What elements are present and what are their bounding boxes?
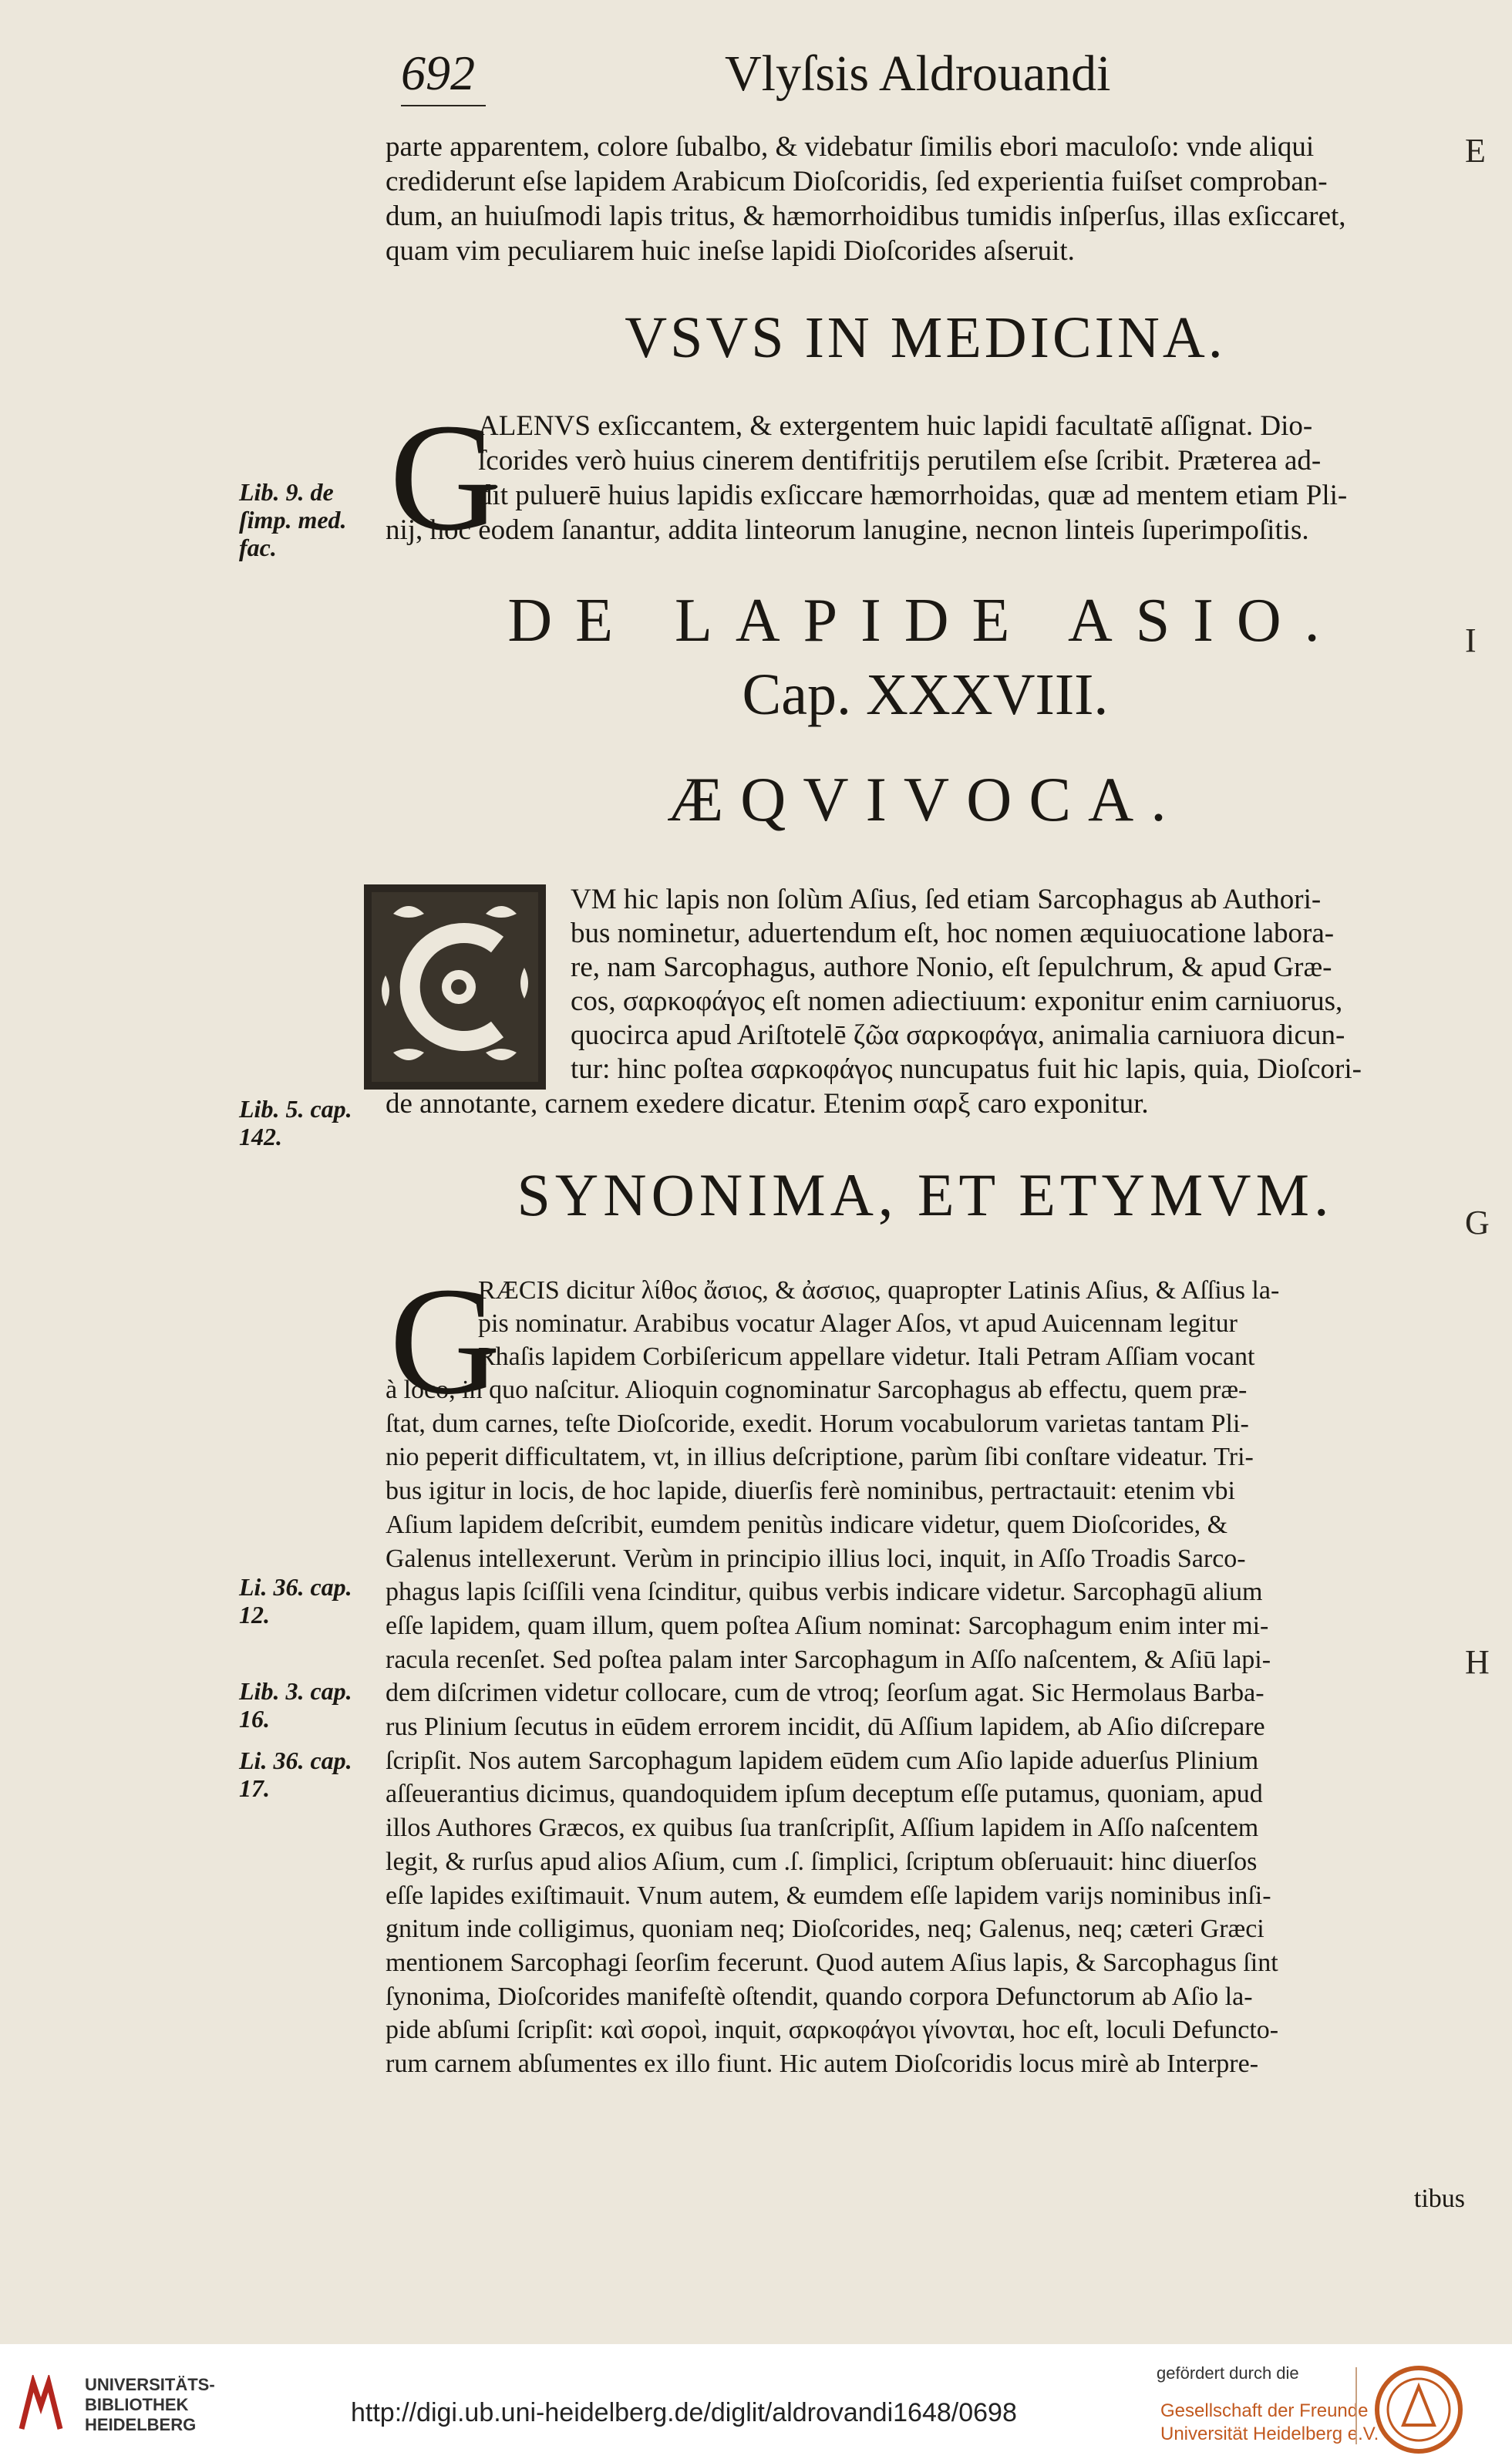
text-line: eſſe lapidem, quam illum, quem poſtea Aſium nominat: Sarcophagum enim inter mi- [386, 1611, 1269, 1640]
section-heading-aequivoca: ÆQVIVOCA. [667, 764, 1184, 834]
footer-banner [0, 2344, 1512, 2459]
aequivoca-paragraph-last [386, 1087, 1465, 1121]
margin-note-line: fac. [239, 534, 277, 561]
text-line: ſtat, dum carnes, teſte Dioſcoride, exedit. Horum vocabulorum varietas tantam Pli- [386, 1409, 1249, 1438]
drop-cap-g: G [389, 392, 501, 563]
bleed-letter: H [1465, 1643, 1490, 1681]
usus-paragraph [478, 409, 1465, 513]
margin-note-line: 16. [239, 1705, 270, 1733]
margin-note-line: 12. [239, 1601, 270, 1629]
text-line: gnitum inde colligimus, quoniam neq; Dioſcorides, neq; Galenus, neq; cæteri Græci [386, 1915, 1264, 1944]
decorated-initial-c-icon [362, 883, 547, 1091]
text-line: ſynonima, Dioſcorides manifeſtè oſtendit, quando corpora Defunctorum ab Aſio la- [386, 1982, 1253, 2011]
drop-cap-g: G [389, 1256, 501, 1427]
running-title: Vlyſsis Aldrouandi [725, 45, 1111, 102]
text-line: nio peperit difficultatem, vt, in illius deſcriptione, parùm ſibi conſtare videatur. Tri- [386, 1443, 1254, 1472]
text-line: phagus lapis ſciſſili vena ſcinditur, quibus verbis indicare videtur. Sarcophagū alium [386, 1578, 1263, 1607]
text-line: de annotante, carnem exedere dicatur. Etenim σαρξ caro exponitur. [386, 1088, 1149, 1120]
margin-note [239, 1747, 378, 1802]
text-line: bus nominetur, aduertendum eſt, hoc nomen æquiuocatione labora- [571, 918, 1335, 949]
margin-note-line: Lib. 3. cap. [239, 1677, 352, 1705]
text-line: RÆCIS dicitur λίθος ἄσιος, & ἀσσιος, quapropter Latinis Aſius, & Aſſius la- [478, 1276, 1280, 1305]
margin-note-line: Lib. 5. cap. [239, 1095, 352, 1123]
section-heading-synonima: SYNONIMA, ET ETYMVM. [517, 1161, 1334, 1228]
society-name-line: Gesellschaft der Freunde [1160, 2400, 1369, 2421]
library-name-line: BIBLIOTHEK [85, 2395, 189, 2414]
text-line: re, nam Sarcophagus, authore Nonio, eſt ſepulchrum, & apud Græ- [571, 952, 1332, 983]
text-line: eſſe lapides exiſtimauit. Vnum autem, & eumdem eſſe lapidem varijs nominibus inſi- [386, 1881, 1271, 1910]
aequivoca-paragraph [571, 883, 1465, 1086]
bleed-letter: I [1465, 621, 1477, 659]
intro-paragraph [386, 130, 1465, 268]
text-line: mentionem Sarcophagi ſeorſim fecerunt. Quod autem Aſius lapis, & Sarcophagus ſint [386, 1948, 1278, 1977]
margin-note-line: Lib. 9. de [239, 478, 334, 506]
page-number: 692 [401, 45, 475, 100]
margin-note [239, 1095, 378, 1150]
text-line: parte apparentem, colore ſubalbo, & videbatur ſimilis ebori maculoſo: vnde aliqui [386, 131, 1315, 163]
text-line: dem diſcrimen videtur collocare, cum de vtroq; ſeorſum agat. Sic Hermolaus Barba- [386, 1679, 1264, 1708]
synonima-paragraph [386, 1373, 1465, 2081]
text-line: tur: hinc poſtea σαρκοφάγος nuncupatus fuit hic lapis, quia, Dioſcori- [571, 1053, 1362, 1085]
footer-divider [1355, 2367, 1357, 2444]
text-line: ſcripſit. Nos autem Sarcophagum lapidem eūdem cum Aſio lapide aduerſus Plinium [386, 1746, 1259, 1775]
text-line: illos Authores Græcos, ex quibus ſua tranſcripſit, Aſſium lapidem in Aſſo naſcentem [386, 1814, 1259, 1843]
permalink-url[interactable]: http://digi.ub.uni-heidelberg.de/diglit/aldrovandi1648/0698 [351, 2398, 1017, 2427]
text-line: racula recenſet. Sed poſtea palam inter Sarcophagum in Aſſo naſcentem, & Aſiū lapi- [386, 1645, 1271, 1674]
margin-note-line: 17. [239, 1774, 270, 1802]
chapter-title: DE LAPIDE ASIO. [507, 587, 1343, 655]
text-line: legit, & rurſus apud alios Aſium, cum .ſ. ſimplici, ſcriptum obſeruauit: hinc diuerſos [386, 1847, 1258, 1876]
chapter-number: Cap. XXXVIII. [742, 662, 1109, 727]
text-line: pis nominatur. Arabibus vocatur Alager Aſos, vt apud Auicennam legitur [478, 1309, 1238, 1338]
text-line: cos, σαρκοφάγος eſt nomen adiectiuum: exponitur enim carniuorus, [571, 985, 1343, 1017]
bleed-letter: E [1465, 132, 1486, 170]
library-name-line: HEIDELBERG [85, 2415, 197, 2434]
text-line: aſſeuerantius dicimus, quandoquidem ipſum deceptum eſſe putamus, quoniam, apud [386, 1780, 1263, 1809]
society-name-line: Universität Heidelberg e.V. [1160, 2424, 1379, 2444]
society-name [1160, 2400, 1379, 2446]
margin-note-line: Li. 36. cap. [239, 1573, 352, 1601]
synonima-paragraph-indented [478, 1274, 1465, 1373]
text-line: dit puluerē huius lapidis exſiccare hæmorrhoidas, quæ ad mentem etiam Pli- [478, 480, 1348, 511]
text-line: VM hic lapis non ſolùm Aſius, ſed etiam Sarcophagus ab Authori- [571, 884, 1322, 915]
library-name-line: UNIVERSITÄTS- [85, 2375, 215, 2394]
text-line: nij, hoc eodem ſanantur, addita linteorum lanugine, necnon linteis ſuperimpoſitis. [386, 514, 1309, 546]
text-line: Galenus intellexerunt. Verùm in principio illius loci, inquit, in Aſſo Troadis Sarco- [386, 1544, 1246, 1573]
text-line: crediderunt eſse lapidem Arabicum Dioſcoridis, ſed experientia fuiſset comproban- [386, 166, 1328, 197]
university-seal-icon [1372, 2363, 1465, 2456]
usus-paragraph-last [386, 513, 1465, 547]
catchword: tibus [1413, 2184, 1465, 2213]
university-library-logo-icon [14, 2375, 68, 2437]
margin-note [239, 1677, 378, 1733]
margin-note [239, 478, 378, 561]
text-line: rus Plinium ſecutus in eūdem errorem incidit, dū Aſſium lapidem, ab Aſio diſcrepare [386, 1713, 1265, 1742]
text-line: rum carnem abſumentes ex illo fiunt. Hic autem Dioſcoridis locus mirè ab Interpre- [386, 2050, 1259, 2079]
library-name [85, 2375, 215, 2435]
text-line: quam vim peculiarem huic ineſse lapidi Dioſcorides aſseruit. [386, 235, 1075, 267]
text-line: quocirca apud Ariſtotelē ζῶα σαρκοφάγα, animalia carniuora dicun- [571, 1019, 1345, 1051]
bleed-letter: G [1465, 1204, 1490, 1241]
text-line: ALENVS exſiccantem, & extergentem huic lapidi facultatē aſſignat. Dio- [478, 410, 1313, 442]
text-line: Rhaſis lapidem Corbiſericum appellare videtur. Itali Petram Aſſiam vocant [478, 1342, 1255, 1371]
text-line: pide abſumi ſcripſit: καὶ σοροὶ, inquit, σαρκοφάγοι γίνονται, hoc eſt, loculi Defuncto- [386, 2016, 1279, 2045]
section-heading-usus: VSVS IN MEDICINA. [625, 305, 1226, 370]
text-line: à loco, in quo naſcitur. Alioquin cognominatur Sarcophagus ab effectu, quem præ- [386, 1376, 1248, 1404]
margin-note-line: 142. [239, 1123, 282, 1150]
margin-note-line: Li. 36. cap. [239, 1747, 352, 1774]
margin-note [239, 1573, 378, 1629]
margin-note-line: ſimp. med. [239, 506, 347, 534]
page-number-rule [401, 105, 486, 106]
page-header [401, 45, 1172, 114]
text-line: dum, an huiuſmodi lapis tritus, & hæmorrhoidibus tumidis inſperſus, illas exſiccaret, [386, 200, 1346, 232]
funded-by-label: gefördert durch die [1157, 2363, 1299, 2383]
text-line: Aſium lapidem deſcribit, eumdem penitùs indicare videtur, quem Dioſcorides, & [386, 1510, 1228, 1539]
text-line: bus igitur in locis, de hoc lapide, diuerſis ferè nominibus, pertractauit: etenim vbi [386, 1477, 1235, 1506]
text-line: ſcorides verò huius cinerem dentifritijs perutilem eſse ſcribit. Præterea ad- [478, 445, 1322, 477]
